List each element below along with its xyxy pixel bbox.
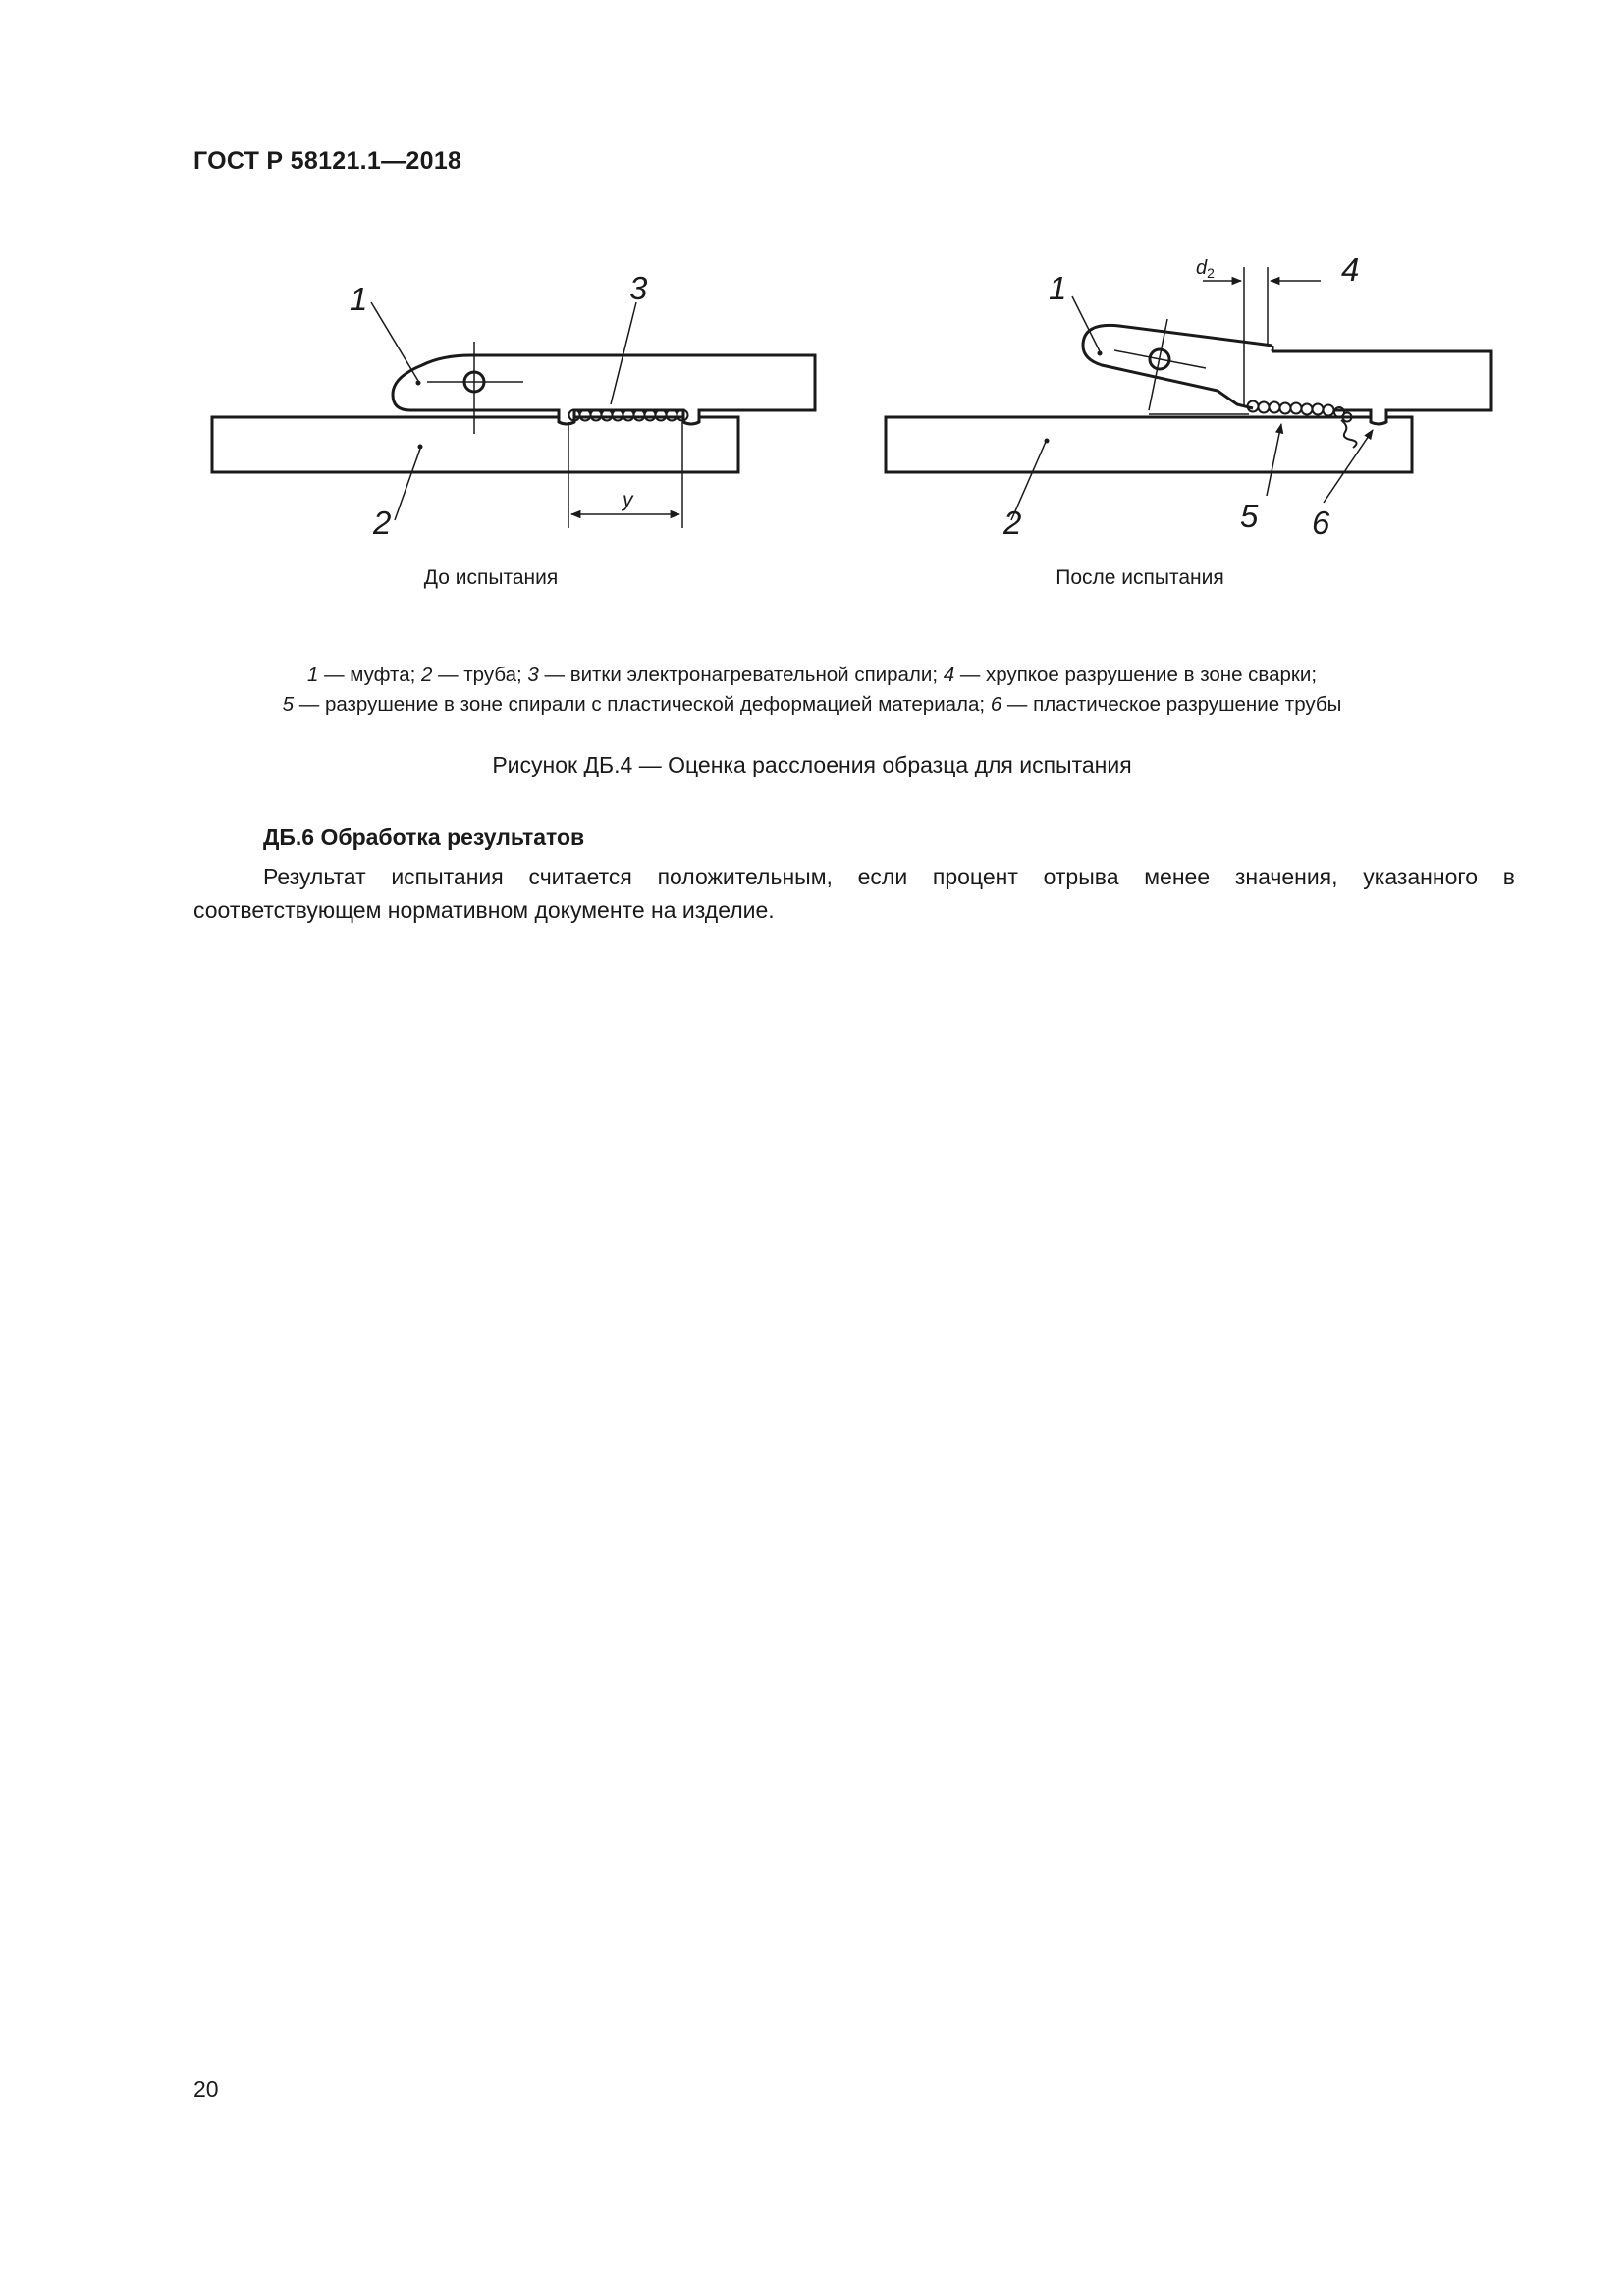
legend-text: — пластическое разрушение трубы [1001, 693, 1342, 716]
coupling-intact-part [1272, 351, 1491, 424]
dimension-y-label: y [623, 489, 633, 511]
coupling-shape [393, 355, 815, 424]
caption-before-test: До испытания [423, 566, 559, 589]
dimension-d2-letter: d [1196, 257, 1208, 279]
legend-text: — витки электронагревательной спирали; [538, 664, 944, 686]
callout-3: 3 [629, 270, 648, 306]
panel-after-test [886, 267, 1491, 520]
dimension-d2-label [1196, 257, 1215, 281]
legend-line-2 [177, 690, 1447, 720]
legend-line-1 [177, 661, 1447, 690]
leader-lines-after [1011, 296, 1373, 520]
section-body-text: Результат испытания считается положительным, если процент отрыва менее значения, указанного в соответствующем нормативном документе на изделие. [193, 864, 1515, 923]
pipe-shape [212, 417, 738, 472]
legend-num: 2 [421, 664, 433, 686]
callout-4: 4 [1341, 251, 1360, 288]
legend-num: 6 [990, 693, 1002, 716]
callout-2-right: 2 [1003, 505, 1022, 541]
callout-6: 6 [1312, 505, 1330, 541]
legend-text: — труба; [432, 664, 528, 686]
panel-before-test [212, 302, 815, 528]
legend-num: 3 [527, 664, 539, 686]
caption-after-test: После испытания [1056, 566, 1224, 589]
pipe-shape-after [886, 417, 1412, 472]
dimension-d2-subscript: 2 [1207, 265, 1215, 281]
section-heading: ДБ.6 Обработка результатов [263, 825, 585, 850]
legend-text: — хрупкое разрушение в зоне сварки; [954, 664, 1318, 686]
callout-2-left: 2 [373, 505, 392, 541]
page-number: 20 [193, 2076, 219, 2102]
legend-num: 5 [282, 693, 295, 716]
legend-num: 4 [943, 664, 955, 686]
legend-text: — муфта; [318, 664, 421, 686]
callout-1-right: 1 [1049, 270, 1067, 306]
callout-1-left: 1 [350, 281, 368, 317]
callout-5: 5 [1240, 498, 1259, 534]
legend-num: 1 [306, 664, 319, 686]
figure-title: Рисунок ДБ.4 — Оценка расслоения образца для испытания [492, 752, 1132, 777]
document-header: ГОСТ Р 58121.1—2018 [193, 147, 462, 175]
legend-text: — разрушение в зоне спирали с пластической деформацией материала; [294, 693, 991, 716]
figure-legend [177, 661, 1447, 720]
figure-delamination-diagram [0, 0, 1624, 687]
